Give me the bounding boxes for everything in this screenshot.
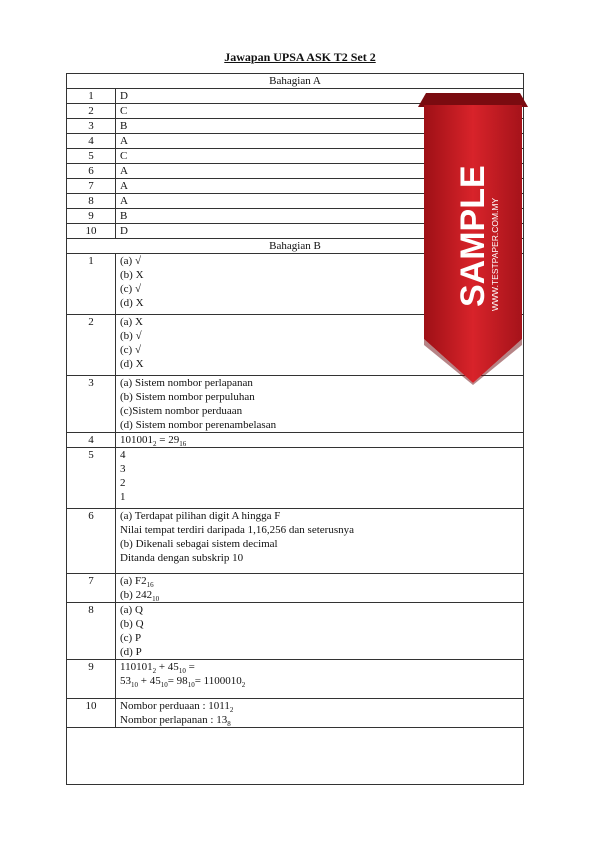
q5-number: 5 xyxy=(67,448,116,509)
q10-row xyxy=(67,699,524,728)
answer-letter: B xyxy=(116,209,524,224)
q7-line-b xyxy=(120,588,519,602)
q5-line: 1 xyxy=(120,491,126,503)
q1-line: (b) X xyxy=(120,269,144,281)
q2-line: (c) √ xyxy=(120,344,141,356)
q8-line: (b) Q xyxy=(120,618,144,630)
answer-letter: C xyxy=(116,104,524,119)
q8-answer xyxy=(116,603,524,660)
q9-term: + 45 xyxy=(156,661,179,673)
q4-binary: 101001 xyxy=(120,434,153,446)
q4-base-2: 2 xyxy=(153,440,157,449)
ribbon-fold xyxy=(418,93,528,107)
q9-base: 10 xyxy=(131,681,138,690)
q3-line: (b) Sistem nombor perpuluhan xyxy=(120,391,255,403)
answer-letter: C xyxy=(116,149,524,164)
q9-number: 9 xyxy=(67,660,116,699)
q3-number: 3 xyxy=(67,376,116,433)
q2-line: (a) X xyxy=(120,316,143,328)
q4-answer xyxy=(116,433,524,448)
q7-row xyxy=(67,574,524,603)
answer-letter: A xyxy=(116,179,524,194)
q4-number: 4 xyxy=(67,433,116,448)
q6-row xyxy=(67,509,524,574)
q2-number: 2 xyxy=(67,315,116,376)
q9-term: = 98 xyxy=(167,675,188,687)
answer-letter: A xyxy=(116,194,524,209)
q3-line: (c)Sistem nombor perduaan xyxy=(120,405,243,417)
q5-answer xyxy=(116,448,524,509)
q3-line: (a) Sistem nombor perlapanan xyxy=(120,377,253,389)
question-number: 8 xyxy=(67,194,116,209)
q7-line-a xyxy=(120,574,519,588)
answer-letter: A xyxy=(116,134,524,149)
section-a-header: Bahagian A xyxy=(67,74,524,89)
q1-number: 1 xyxy=(67,254,116,315)
page-title: Jawapan UPSA ASK T2 Set 2 xyxy=(224,50,376,64)
q10-octal: Nombor perlapanan : 13 xyxy=(120,714,228,726)
q5-line: 2 xyxy=(120,477,126,489)
question-number: 1 xyxy=(67,89,116,104)
q7-a-value: (a) F2 xyxy=(120,575,147,587)
q9-term: = 1100010 xyxy=(194,675,242,687)
q8-number: 8 xyxy=(67,603,116,660)
question-number: 3 xyxy=(67,119,116,134)
q9-base: 2 xyxy=(241,681,246,690)
q6-line: Nilai tempat terdiri daripada 1,16,256 dan seterusnya xyxy=(120,524,354,536)
q7-b-value: (b) 242 xyxy=(120,589,153,601)
answer-letter: D xyxy=(116,89,524,104)
section-b-header: Bahagian B xyxy=(67,239,524,254)
q5-row xyxy=(67,448,524,509)
q5-line: 4 xyxy=(120,449,126,461)
q6-answer xyxy=(116,509,524,574)
q9-base: 10 xyxy=(178,667,186,676)
blank-row xyxy=(67,728,524,785)
q2-line: (d) X xyxy=(120,358,144,370)
q9-row xyxy=(67,660,524,699)
q9-line-1 xyxy=(120,660,519,674)
q6-line: (a) Terdapat pilihan digit A hingga F xyxy=(120,510,281,522)
q10-line-1 xyxy=(120,699,519,713)
q10-line-2 xyxy=(120,713,519,727)
question-number: 10 xyxy=(67,224,116,239)
q10-base-2: 2 xyxy=(229,706,234,715)
q10-binary: Nombor perduaan : 1011 xyxy=(120,700,230,712)
q1-line: (a) √ xyxy=(120,255,141,267)
q8-line: (d) P xyxy=(120,646,142,658)
question-number: 9 xyxy=(67,209,116,224)
q6-line: Ditanda dengan subskrip 10 xyxy=(120,552,244,564)
q7-a-base: 16 xyxy=(146,581,154,590)
q7-b-base: 10 xyxy=(152,595,160,604)
blank-cell xyxy=(67,728,524,785)
q5-line: 3 xyxy=(120,463,126,475)
q6-number: 6 xyxy=(67,509,116,574)
q10-answer xyxy=(116,699,524,728)
question-number: 5 xyxy=(67,149,116,164)
q9-term: + 45 xyxy=(138,675,161,687)
q1-line: (d) X xyxy=(120,297,144,309)
q9-term: 110101 xyxy=(120,661,153,673)
answer-letter: D xyxy=(116,224,524,239)
q8-line: (c) P xyxy=(120,632,142,644)
q4-hex: = 29 xyxy=(156,434,180,446)
q10-number: 10 xyxy=(67,699,116,728)
section-a-header-row xyxy=(67,74,524,89)
q8-row xyxy=(67,603,524,660)
q4-row xyxy=(67,433,524,448)
q10-base-8: 8 xyxy=(227,720,231,729)
q9-base: 10 xyxy=(187,681,195,690)
question-number: 7 xyxy=(67,179,116,194)
answer-letter: A xyxy=(116,164,524,179)
q4-base-16: 16 xyxy=(179,440,187,449)
q6-line: (b) Dikenali sebagai sistem decimal xyxy=(120,538,278,550)
question-number: 4 xyxy=(67,134,116,149)
q9-line-2 xyxy=(120,674,519,688)
q7-answer xyxy=(116,574,524,603)
watermark-word: SAMPLE xyxy=(454,165,492,307)
q9-term: = xyxy=(185,661,195,673)
q1-line: (c) √ xyxy=(120,283,141,295)
q7-number: 7 xyxy=(67,574,116,603)
q9-term: 53 xyxy=(120,675,131,687)
question-number: 6 xyxy=(67,164,116,179)
q3-line: (d) Sistem nombor perenambelasan xyxy=(120,419,277,431)
answer-letter: B xyxy=(116,119,524,134)
sample-ribbon-watermark xyxy=(418,93,528,385)
q9-answer xyxy=(116,660,524,699)
q2-line: (b) √ xyxy=(120,330,142,342)
q8-line: (a) Q xyxy=(120,604,143,616)
watermark-url: WWW.TESTPAPER.COM.MY xyxy=(490,197,500,311)
q9-base: 2 xyxy=(152,667,157,676)
q9-base: 10 xyxy=(160,681,168,690)
question-number: 2 xyxy=(67,104,116,119)
